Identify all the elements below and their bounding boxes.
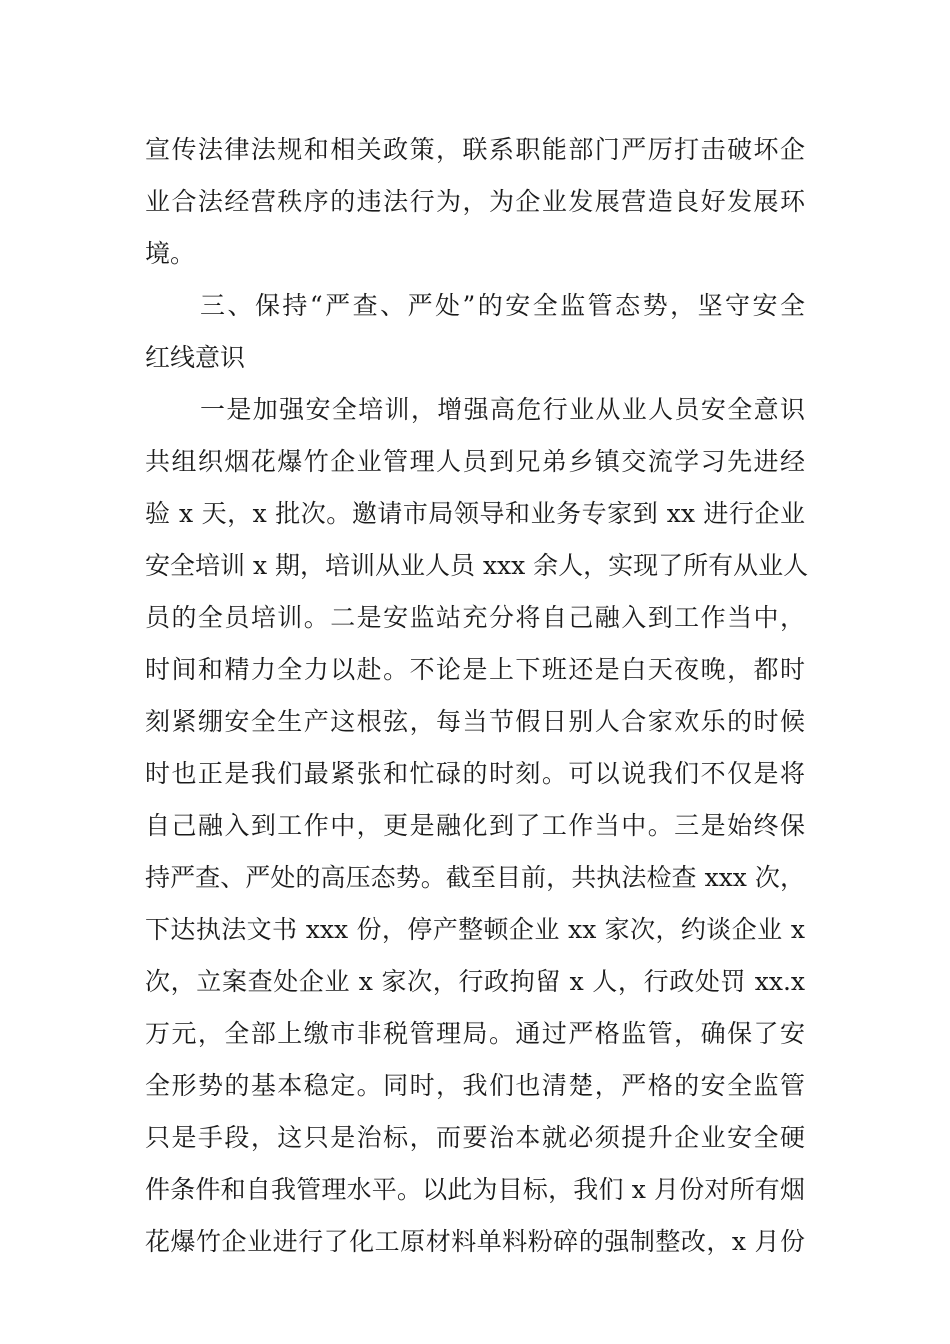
section-heading-line: 红线意识 (145, 343, 246, 372)
text-line: 万元，全部上缴市非税管理局。通过严格监管，确保了安 (145, 1019, 805, 1048)
text-line: 员的全员培训。二是安监站充分将自己融入到工作当中， (145, 603, 805, 632)
text-line: 宣传法律法规和相关政策，联系职能部门严厉打击破坏企 (145, 135, 805, 164)
text-line: 次，立案查处企业 x 家次，行政拘留 x 人，行政处罚 xx.x (145, 967, 805, 996)
text-line: 共组织烟花爆竹企业管理人员到兄弟乡镇交流学习先进经 (145, 447, 805, 476)
text-line: 下达执法文书 xxx 份，停产整顿企业 xx 家次，约谈企业 x (145, 915, 805, 944)
text-line: 时间和精力全力以赴。不论是上下班还是白天夜晚，都时 (145, 655, 805, 684)
text-line: 验 x 天，x 批次。邀请市局领导和业务专家到 xx 进行企业 (145, 499, 805, 528)
text-line: 自己融入到工作中，更是融化到了工作当中。三是始终保 (145, 811, 805, 840)
text-line: 境。 (145, 239, 196, 268)
text-line: 业合法经营秩序的违法行为，为企业发展营造良好发展环 (145, 187, 805, 216)
text-line: 一是加强安全培训，增强高危行业从业人员安全意识 (200, 395, 805, 424)
text-line: 时也正是我们最紧张和忙碌的时刻。可以说我们不仅是将 (145, 759, 805, 788)
text-line: 花爆竹企业进行了化工原材料单料粉碎的强制整改，x 月份 (145, 1227, 805, 1256)
text-line: 安全培训 x 期，培训从业人员 xxx 余人，实现了所有从业人 (145, 551, 809, 580)
section-heading-line: 三、保持“严查、严处”的安全监管态势，坚守安全 (200, 291, 805, 320)
text-line: 件条件和自我管理水平。以此为目标，我们 x 月份对所有烟 (145, 1175, 805, 1204)
text-line: 持严查、严处的高压态势。截至目前，共执法检查 xxx 次， (145, 863, 805, 892)
text-line: 刻紧绷安全生产这根弦，每当节假日别人合家欢乐的时候 (145, 707, 805, 736)
text-line: 全形势的基本稳定。同时，我们也清楚，严格的安全监管 (145, 1071, 805, 1100)
text-line: 只是手段，这只是治标，而要治本就必须提升企业安全硬 (145, 1123, 805, 1152)
